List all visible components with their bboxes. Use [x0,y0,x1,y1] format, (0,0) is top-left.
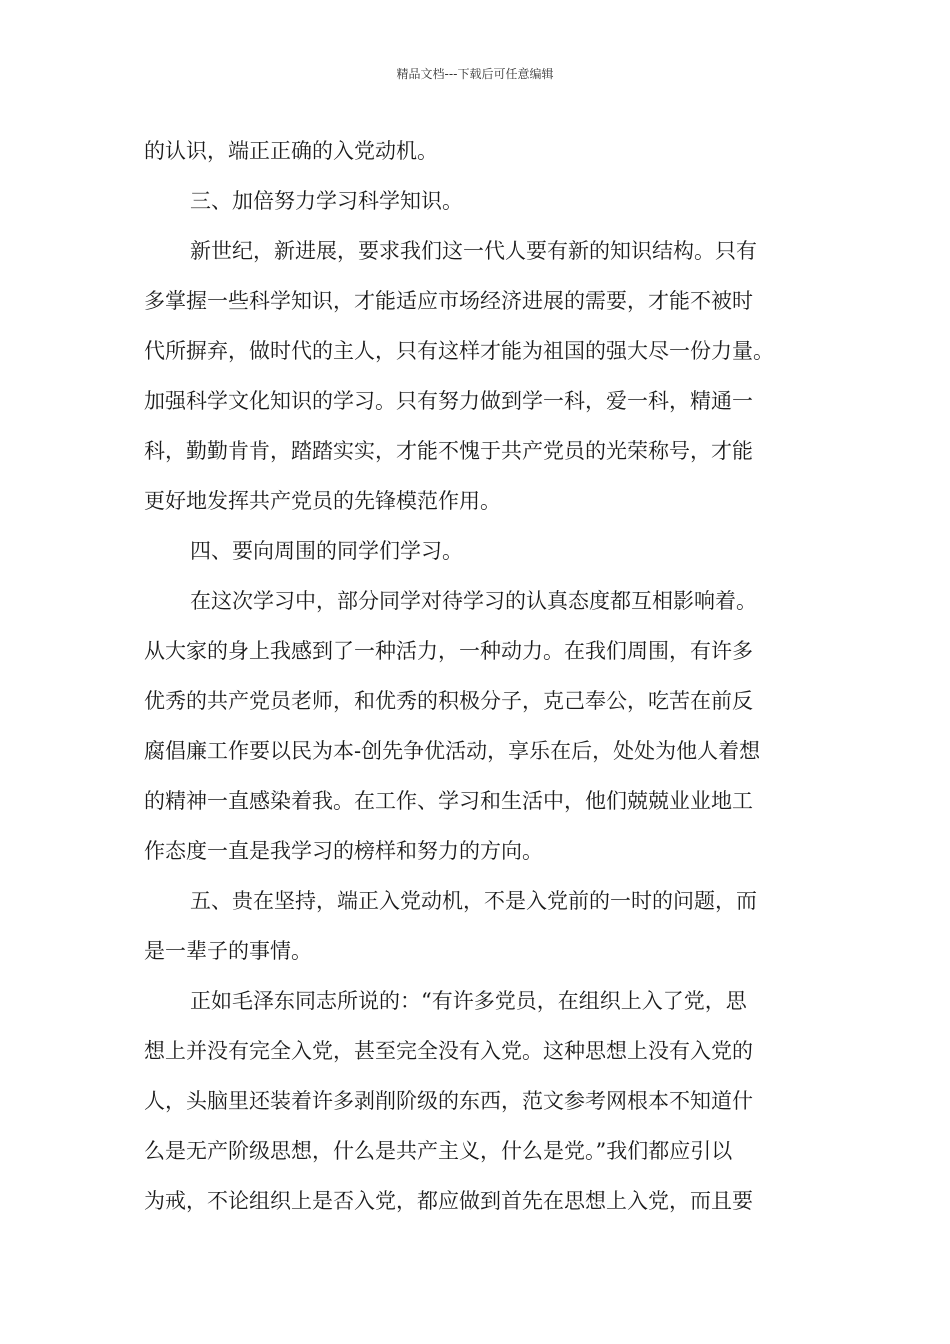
text-line: 是一辈子的事情。 [144,939,312,963]
text-line: 么是无产阶级思想，什么是共产主义，什么是党。”我们都应引以 [144,1139,733,1163]
section-heading: 四、要向周围的同学们学习。 [190,539,463,563]
text-line: 人，头脑里还装着许多剥削阶级的东西，范文参考网根本不知道什 [144,1089,753,1113]
text-line: 作态度一直是我学习的榜样和努力的方向。 [144,839,543,863]
text-line: 的精神一直感染着我。在工作、学习和生活中，他们兢兢业业地工 [144,789,753,813]
text-line: 更好地发挥共产党员的先锋模范作用。 [144,489,501,513]
text-line: 从大家的身上我感到了一种活力，一种动力。在我们周围，有许多 [144,639,753,663]
text-line: 在这次学习中，部分同学对待学习的认真态度都互相影响着。 [190,589,757,613]
text-line: 腐倡廉工作要以民为本-创先争优活动，享乐在后，处处为他人着想 [144,739,761,763]
section-heading: 五、贵在坚持，端正入党动机，不是入党前的一时的问题，而 [190,889,757,913]
text-line: 想上并没有完全入党，甚至完全没有入党。这种思想上没有入党的 [144,1039,753,1063]
page-header: 精品文档---下载后可任意编辑 [396,67,554,81]
text-line: 加强科学文化知识的学习。只有努力做到学一科，爱一科，精通一 [144,389,753,413]
text-line: 代所摒弃，做时代的主人，只有这样才能为祖国的强大尽一份力量。 [144,339,774,363]
text-line: 新世纪，新进展，要求我们这一代人要有新的知识结构。只有 [190,239,757,263]
text-line: 为戒，不论组织上是否入党，都应做到首先在思想上入党，而且要 [144,1189,753,1213]
text-line: 的认识，端正正确的入党动机。 [144,139,438,163]
text-line: 多掌握一些科学知识，才能适应市场经济进展的需要，才能不被时 [144,289,753,313]
text-line: 优秀的共产党员老师，和优秀的积极分子，克己奉公，吃苦在前反 [144,689,753,713]
section-heading: 三、加倍努力学习科学知识。 [190,189,463,213]
text-line: 科，勤勤肯肯，踏踏实实，才能不愧于共产党员的光荣称号，才能 [144,439,753,463]
text-line: 正如毛泽东同志所说的：“有许多党员，在组织上入了党，思 [190,989,747,1013]
